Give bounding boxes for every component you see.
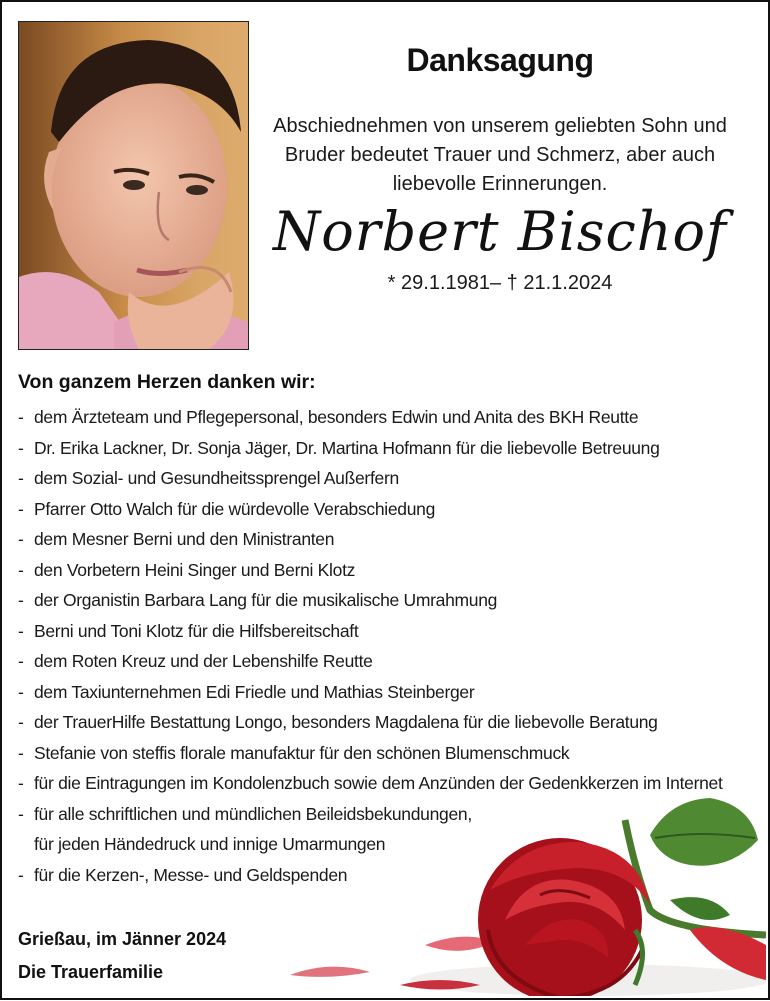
list-item: - dem Roten Kreuz und der Lebenshilfe Reutte <box>18 651 373 671</box>
rose-icon <box>290 780 766 996</box>
list-item: - den Vorbetern Heini Singer und Berni Klotz <box>18 559 356 580</box>
list-item: - dem Sozial- und Gesundheitssprengel Außerfern <box>18 468 399 488</box>
list-item: - dem Mesner Berni und den Ministranten <box>18 529 335 549</box>
intro-line: Abschiednehmen von unserem geliebten Sohn und <box>273 115 727 137</box>
list-item: - der TrauerHilfe Bestattung Longo, besonders Magdalena für die liebevolle Beratung <box>18 712 658 732</box>
list-item: - für alle schriftlichen und mündlichen Beileidsbekundungen, <box>18 803 472 824</box>
portrait-photo <box>18 21 249 350</box>
list-item-continuation: für jeden Händedruck und innige Umarmungen <box>34 834 386 854</box>
place-date: Grießau, im Jänner 2024 <box>18 929 227 949</box>
list-item: - für die Kerzen-, Messe- und Geldspenden <box>18 864 348 885</box>
thanks-heading: Von ganzem Herzen danken wir: <box>18 371 316 393</box>
list-item: - Berni und Toni Klotz für die Hilfsbereitschaft <box>18 620 359 641</box>
list-item: - Pfarrer Otto Walch für die würdevolle Verabschiedung <box>18 498 436 519</box>
life-dates: * 29.1.1981– † 21.1.2024 <box>387 272 613 294</box>
deceased-name: Norbert Bischof <box>273 200 727 263</box>
intro-line: Bruder bedeutet Trauer und Schmerz, aber auch <box>284 144 716 166</box>
page-title: Danksagung <box>406 42 594 78</box>
intro-text <box>260 112 740 199</box>
list-item: - der Organistin Barbara Lang für die musikalische Umrahmung <box>18 590 498 610</box>
signature: Die Trauerfamilie <box>18 962 164 982</box>
intro-line: liebevolle Erinnerungen. <box>392 173 608 195</box>
list-item: - Dr. Erika Lackner, Dr. Sonja Jäger, Dr. Martina Hofmann für die liebevolle Betreuung <box>18 437 660 458</box>
list-item: - für die Eintragungen im Kondolenzbuch sowie dem Anzünden der Gedenkkerzen im Internet <box>18 773 723 793</box>
list-item: - Stefanie von steffis florale manufaktur für den schönen Blumenschmuck <box>18 742 570 763</box>
list-item: - dem Taxiunternehmen Edi Friedle und Mathias Steinberger <box>18 681 475 702</box>
list-item: - dem Ärzteteam und Pflegepersonal, besonders Edwin und Anita des BKH Reutte <box>18 407 639 427</box>
